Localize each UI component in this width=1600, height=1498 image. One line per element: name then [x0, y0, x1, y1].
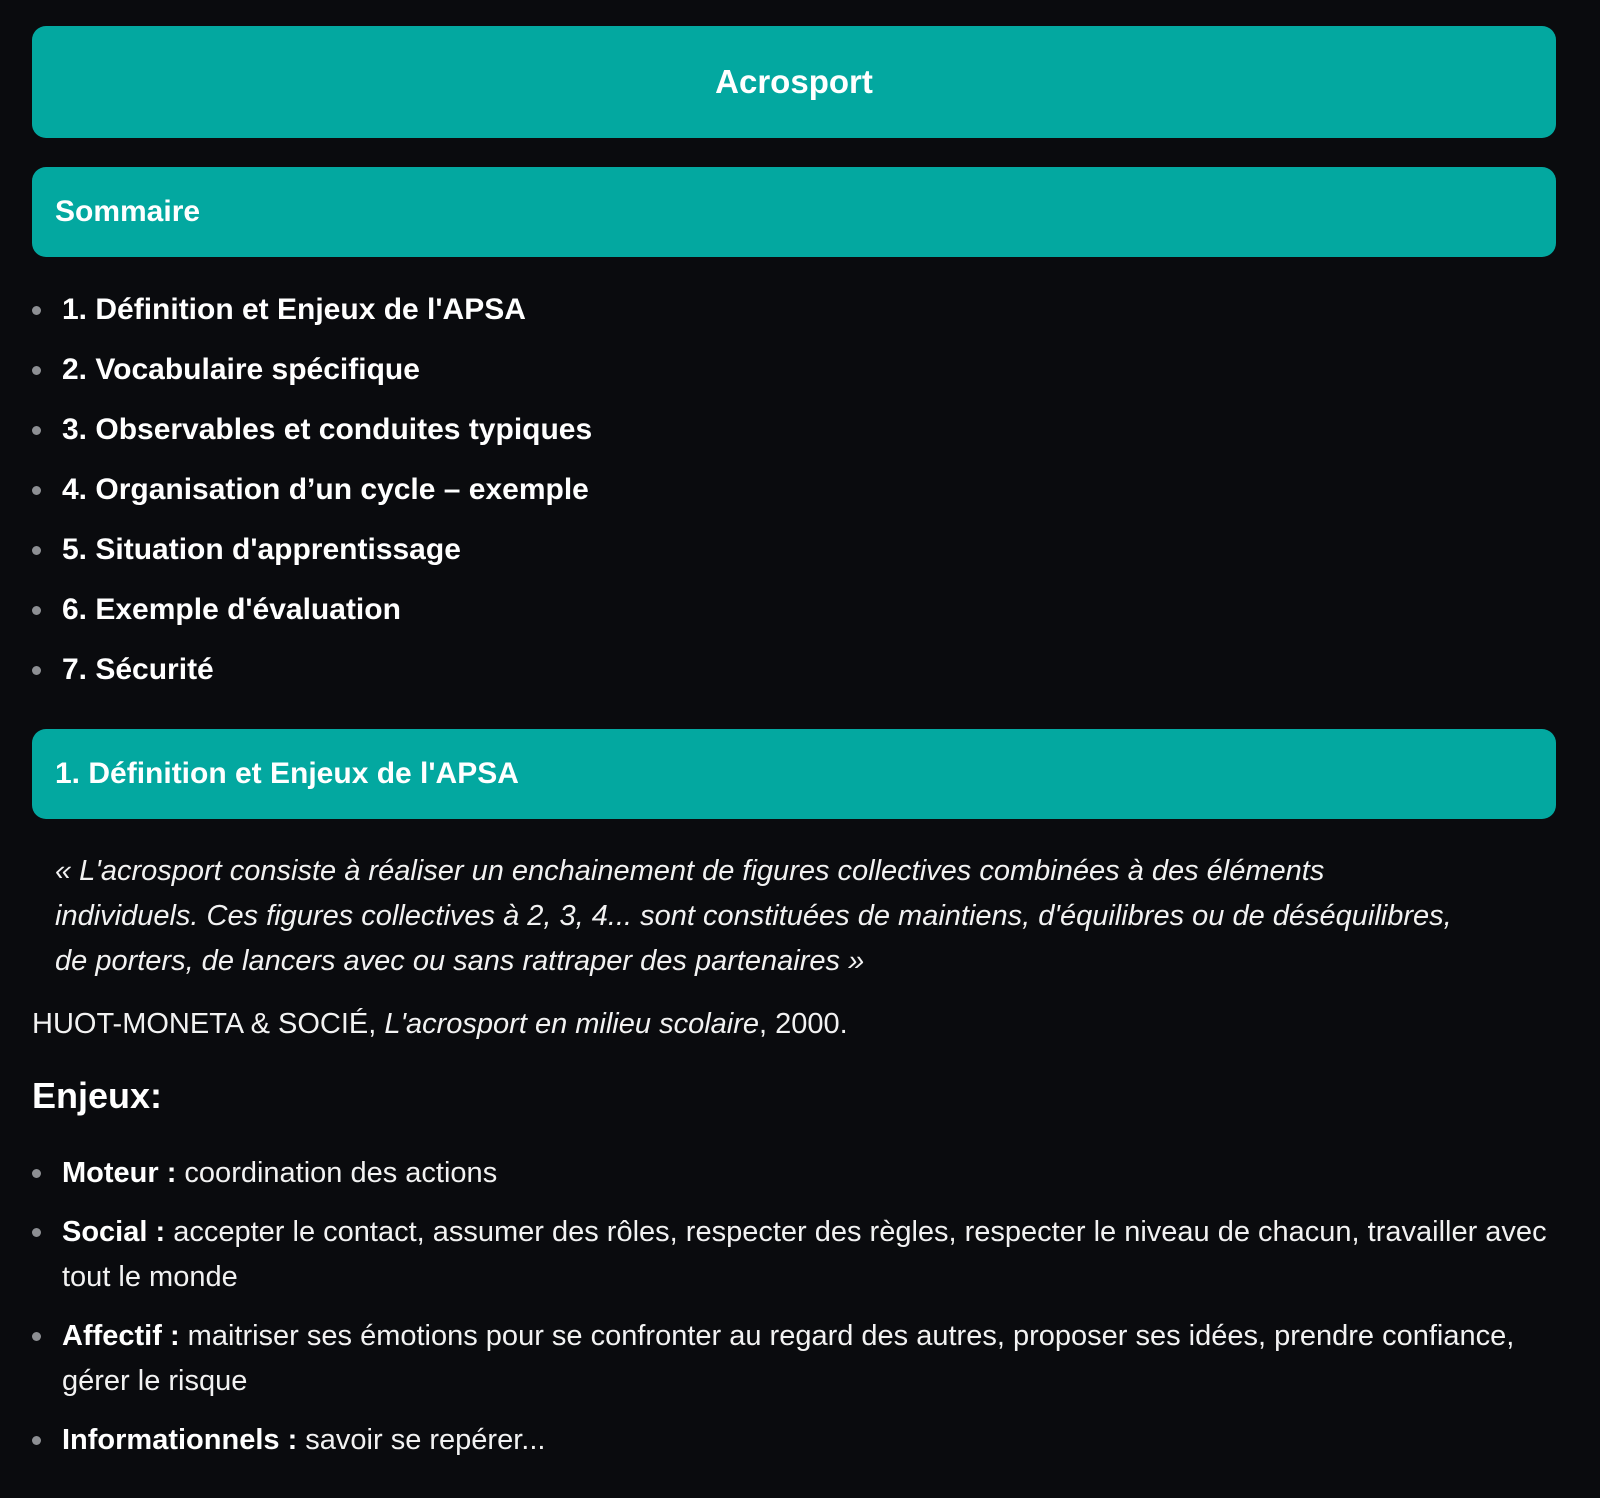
enjeux-heading: Enjeux: [32, 1075, 163, 1116]
toc-item-label: 5. Situation d'apprentissage [62, 533, 461, 566]
toc-item-3[interactable] [32, 403, 1556, 463]
bullet-icon [32, 1169, 41, 1178]
bullet-icon [32, 1436, 41, 1445]
enjeux-text: accepter le contact, assumer des rôles, respecter des règles, respecter le niveau de chacun, travailler avec tout le monde [62, 1216, 1547, 1293]
enjeux-item-informationnels [32, 1418, 1556, 1463]
enjeux-label: Informationnels : [62, 1424, 298, 1456]
summary-heading: Sommaire [55, 195, 201, 228]
enjeux-label: Affectif : [62, 1320, 180, 1352]
toc-item-label: 2. Vocabulaire spécifique [62, 353, 420, 386]
table-of-contents [32, 283, 1556, 703]
toc-item-5[interactable] [32, 523, 1556, 583]
definition-quote: « L'acrosport consiste à réaliser un enchainement de figures collectives combinées à des éléments individuels. Ces figures collectives à 2, 3, 4... sont constituées de maintiens, d'équilibres ou de déséquilibres, de porters, de lancers avec ou sans rattraper des partenaires » [55, 855, 1452, 977]
bullet-icon [32, 366, 41, 375]
bullet-icon [32, 666, 41, 675]
toc-item-label: 6. Exemple d'évaluation [62, 593, 401, 626]
enjeux-list [32, 1151, 1556, 1463]
bullet-icon [32, 306, 41, 315]
toc-item-label: 1. Définition et Enjeux de l'APSA [62, 293, 526, 326]
toc-item-label: 4. Organisation d’un cycle – exemple [62, 473, 589, 506]
enjeux-label: Social : [62, 1216, 166, 1248]
section-1-heading-bar [32, 729, 1556, 819]
enjeux-item-social [32, 1210, 1556, 1300]
toc-item-label: 7. Sécurité [62, 653, 214, 686]
section-1-heading: 1. Définition et Enjeux de l'APSA [55, 757, 519, 790]
bullet-icon [32, 1228, 41, 1237]
enjeux-text: coordination des actions [176, 1157, 498, 1189]
citation-year: , 2000. [759, 1008, 848, 1040]
page-title-banner [32, 26, 1556, 138]
toc-item-label: 3. Observables et conduites typiques [62, 413, 593, 446]
toc-item-1[interactable] [32, 283, 1556, 343]
bullet-icon [32, 546, 41, 555]
enjeux-text: maitriser ses émotions pour se confronter au regard des autres, proposer ses idées, prendre confiance, gérer le risque [62, 1320, 1515, 1397]
page-content [32, 26, 1556, 1477]
bullet-icon [32, 486, 41, 495]
toc-item-7[interactable] [32, 643, 1556, 703]
toc-item-6[interactable] [32, 583, 1556, 643]
bullet-icon [32, 606, 41, 615]
bullet-icon [32, 1332, 41, 1341]
page-title: Acrosport [715, 63, 873, 100]
citation [32, 1008, 1556, 1041]
toc-item-2[interactable] [32, 343, 1556, 403]
toc-item-4[interactable] [32, 463, 1556, 523]
citation-authors: HUOT-MONETA & SOCIÉ, [32, 1008, 385, 1040]
enjeux-item-moteur [32, 1151, 1556, 1196]
enjeux-item-affectif [32, 1314, 1556, 1404]
enjeux-text: savoir se repérer... [297, 1424, 546, 1456]
summary-heading-bar [32, 167, 1556, 257]
citation-work: L'acrosport en milieu scolaire [384, 1008, 759, 1040]
enjeux-label: Moteur : [62, 1157, 177, 1189]
bullet-icon [32, 426, 41, 435]
